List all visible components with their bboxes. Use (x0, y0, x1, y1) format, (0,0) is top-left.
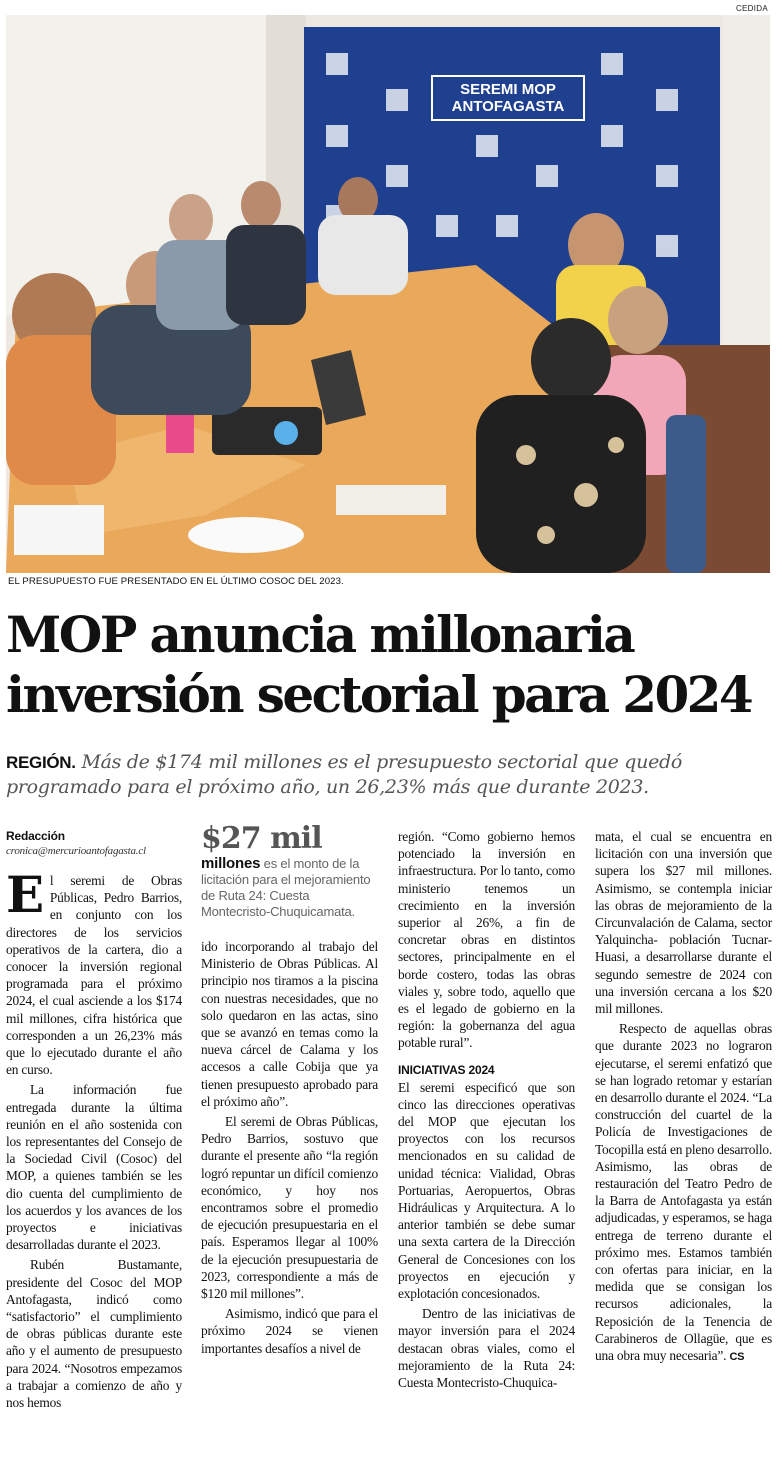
paragraph-1-text: l seremi de Obras Públicas, Pedro Barrios, en conjunto con los directores de los servicios operativos de la cartera, dio a conocer la inversión regional programada para el próximo 2024, el cual asciende a los $174 mil millones, cifra histórica que corresponden a un 26,23% más que lo ejecutado durante el año en curso. (6, 873, 182, 1078)
pull-quote-unit: millones (201, 855, 261, 872)
paragraph-7-continued: mata, el cual se encuentra en licitación con una inversión que supera los $27 mil millones. Asimismo, se contempla iniciar las obras de mejoramiento de la Circunvalación de Calama, sector Yalquincha- población Tucnar-Huasi, a desarrollarse durante el segundo semestre de 2024 con una inversión cercana a los $20 mil millones. (595, 829, 772, 1017)
headline-line-2: inversión sectorial para 2024 (6, 665, 752, 724)
paragraph-3: Rubén Bustamante, presidente del Cosoc del MOP Antofagasta, indicó como “satisfactorio” el cumplimiento de obras públicas durante este año y el aumento de presupuesto para 2024. “Nosotros empezamos a trabajar a comienzo de año y nos hemos (6, 1257, 182, 1411)
byline-email: cronica@mercurioantofagasta.cl (6, 845, 146, 857)
banner-line-1: SEREMI MOP (460, 81, 556, 98)
paragraph-5: Asimismo, indicó que para el próximo 2024 se vienen importantes desafíos a nivel de (201, 1306, 378, 1356)
pull-quote-text (201, 856, 378, 920)
column-2 (201, 821, 378, 1360)
pull-quote (201, 822, 378, 920)
photo-credit: CEDIDA (735, 4, 768, 13)
pull-quote-body: es el monto de la licitación para el mejoramiento de Ruta 24: Cuesta Montecristo-Chuquicamata. (201, 856, 371, 919)
section-subhead: INICIATIVAS 2024 (398, 1062, 495, 1077)
meeting-photo-illustration (6, 15, 770, 573)
column-1 (6, 828, 182, 1414)
byline-author: Redacción (6, 829, 65, 843)
paragraph-8 (595, 1020, 772, 1366)
paragraph-1 (6, 865, 182, 1078)
headline-line-1: MOP anuncia millonaria (6, 605, 634, 664)
paragraph-5-continued: región. “Como gobierno hemos potenciado la inversión en infraestructura. Por lo tanto, como ministerio tenemos un crecimiento en la inversión superior al 26%, a fin de concretar obras en distintos sectores, principalmente en el borde costero, todas las obras viales y, sobre todo, aquello que es el legado de gobierno en la región: la gobernanza del agua potable rural”. (398, 829, 575, 1051)
deck-kicker: REGIÓN. (6, 753, 76, 772)
paragraph-7: Dentro de las iniciativas de mayor inversión para el 2024 destacan obras viales, como el mejoramiento de la Ruta 24: Cuesta Montecristo-Chuquica- (398, 1306, 575, 1391)
pull-quote-figure: $27 mil (201, 821, 322, 856)
paragraph-4: El seremi de Obras Públicas, Pedro Barrios, sostuvo que durante el presente año “la región logró repuntar un difícil comienzo económico, y hoy nos encontramos sobre el promedio de ejecución presupuestaria en el país. Esperamos llegar al 100% de la ejecución presupuestaria de 2023, correspondiente a más de $120 mil millones”. (201, 1114, 378, 1302)
headline (6, 605, 772, 725)
paragraph-8-text: Respecto de aquellas obras que durante 2023 no lograron ejecutarse, el seremi enfatizó que se han logrado retomar y estarían en desarrollo durante el 2024. “La construcción del cuartel de la Policía de Investigaciones de Tocopilla está en pleno desarrollo. Asimismo, las obras de restauración del Teatro Pedro de la Barra de Antofagasta ya están adjudicadas, y esperamos, se haga entrega de terreno durante el próximo mes. Estamos también con ofertas para iniciar, en la medida que se consigan los recursos adicionales, la Reposición de la Tenencia de Carabineros de Ollagüe, que es una obra muy necesaria”. (595, 1021, 772, 1364)
paragraph-6: El seremi especificó que son cinco las direcciones operativas del MOP que ejecutan los proyectos con los recursos mencionados en su calidad de unidad técnica: Vialidad, Obras Portuarias, Aeropuertos, Obras Hidráulicas y Arquitectura. A lo anterior también se debe sumar una sexta cartera de la Dirección General de Concesiones con los proyectos en ejecución y explotación concesionados. (398, 1079, 575, 1302)
news-photo (6, 15, 770, 573)
column-3 (398, 828, 575, 1394)
banner-line-2: ANTOFAGASTA (451, 98, 565, 115)
deck (6, 750, 772, 800)
column-4 (595, 828, 772, 1369)
deck-text: Más de $174 mil millones es el presupuesto sectorial que quedó programado para el próximo año, un 26,23% más que durante 2023. (6, 751, 683, 798)
photo-caption: EL PRESUPUESTO FUE PRESENTADO EN EL ÚLTIMO COSOC DEL 2023. (8, 576, 344, 587)
banner-sign (431, 75, 585, 121)
drop-cap: E (6, 865, 44, 924)
paragraph-2: La información fue entregada durante la última reunión en el año sostenida con los representantes del Consejo de la Sociedad Civil (Cosoc) del MOP, a quienes también se les dio cuenta del cumplimiento de los acuerdos y los avances de los proyectos e iniciativas desarrolladas durante el 2023. (6, 1082, 182, 1253)
paragraph-3-continued: ido incorporando al trabajo del Ministerio de Obras Públicas. Al principio nos tiramos a la piscina con nuestras necesidades, que no solo quedaron en las actas, sino que se avanzó en temas como la nueva cárcel de Calama y los accesos a calle Cobija que ya tienen presupuesto aprobado para el próximo año”. (201, 939, 378, 1109)
end-mark: CS (729, 1351, 745, 1364)
